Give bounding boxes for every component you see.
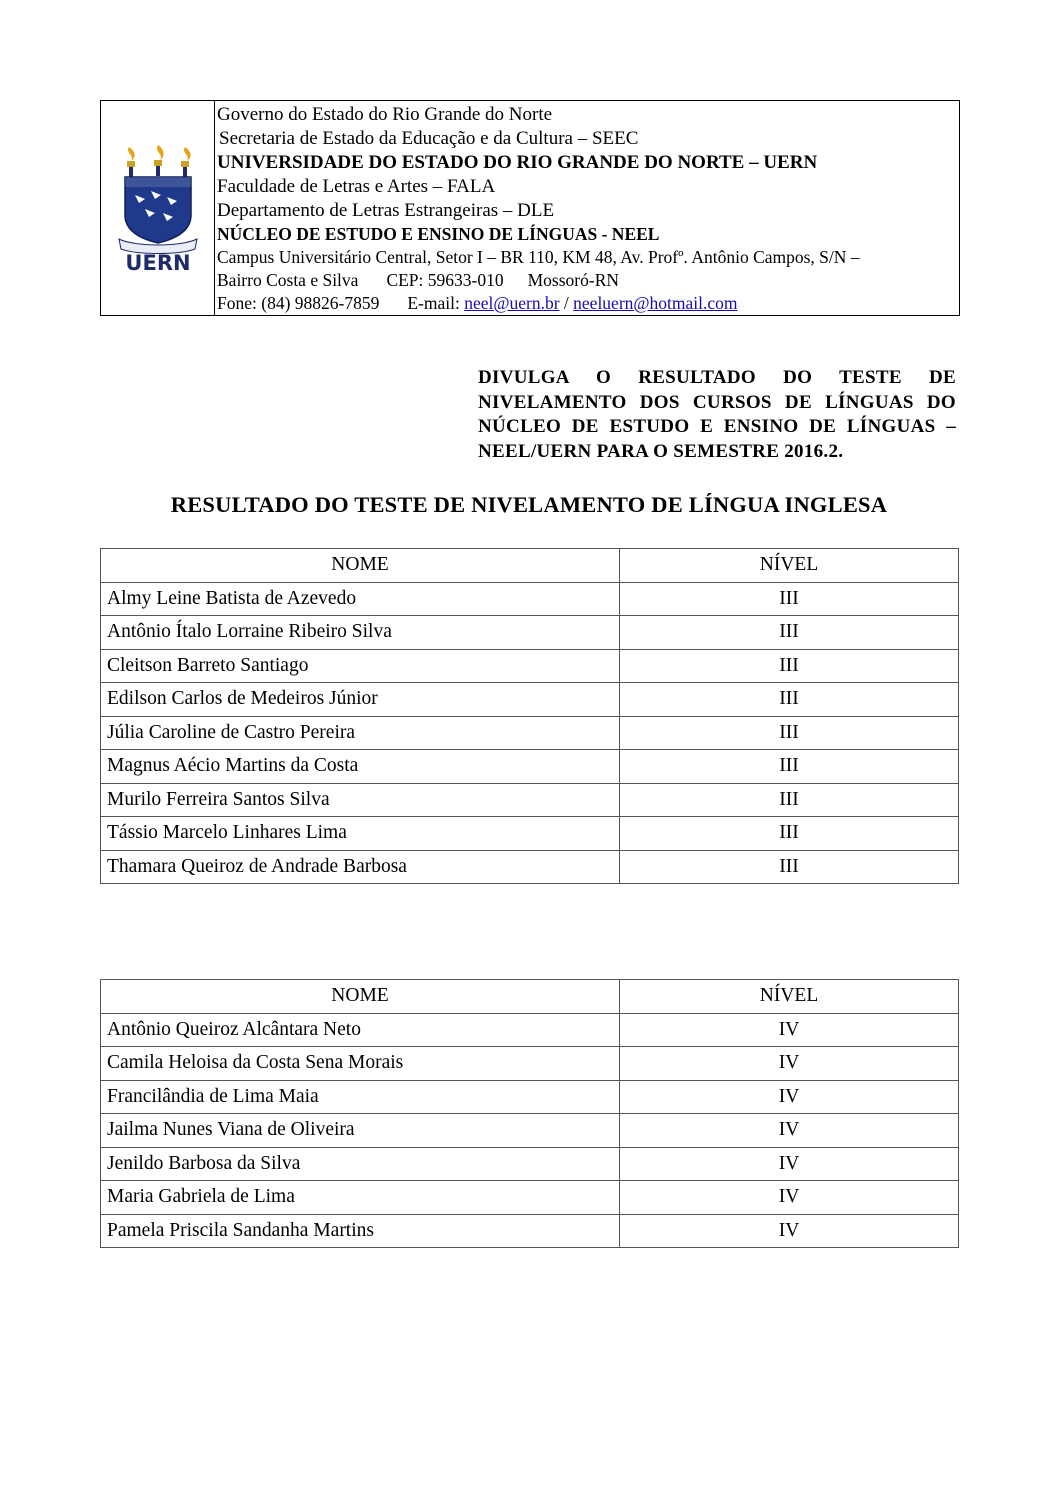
student-level: III: [620, 716, 959, 750]
student-name: Edilson Carlos de Medeiros Júnior: [101, 683, 620, 717]
table-row: [101, 783, 959, 817]
student-name: Magnus Aécio Martins da Costa: [101, 750, 620, 784]
student-level: III: [620, 783, 959, 817]
student-name: Antônio Queiroz Alcântara Neto: [101, 1013, 620, 1047]
student-level: IV: [620, 1080, 959, 1114]
student-name: Camila Heloisa da Costa Sena Morais: [101, 1047, 620, 1081]
table-row: [101, 817, 959, 851]
student-name: Pamela Priscila Sandanha Martins: [101, 1214, 620, 1248]
shield-icon: [125, 177, 191, 243]
student-level: IV: [620, 1047, 959, 1081]
table-row: [101, 850, 959, 884]
table-row: [101, 649, 959, 683]
column-header-level: NÍVEL: [620, 549, 959, 583]
student-level: III: [620, 683, 959, 717]
column-header-name: NOME: [101, 980, 620, 1014]
torch-icon: [127, 147, 135, 177]
table-row: [101, 1080, 959, 1114]
student-name: Jenildo Barbosa da Silva: [101, 1147, 620, 1181]
student-level: III: [620, 750, 959, 784]
student-name: Antônio Ítalo Lorraine Ribeiro Silva: [101, 616, 620, 650]
email-link-hotmail[interactable]: neeluern@hotmail.com: [573, 293, 738, 313]
results-table-level-3: [100, 548, 959, 884]
student-name: Almy Leine Batista de Azevedo: [101, 582, 620, 616]
postal-code: CEP: 59633-010: [386, 270, 504, 290]
results-table-level-4: [100, 979, 959, 1248]
student-level: IV: [620, 1181, 959, 1215]
phone: Fone: (84) 98826-7859: [217, 293, 380, 313]
address-line-2: [217, 269, 860, 292]
student-name: Tássio Marcelo Linhares Lima: [101, 817, 620, 851]
table-header-row: [101, 549, 959, 583]
student-name: Maria Gabriela de Lima: [101, 1181, 620, 1215]
table-row: [101, 1214, 959, 1248]
university-line: UNIVERSIDADE DO ESTADO DO RIO GRANDE DO NORTE – UERN: [217, 152, 818, 173]
student-level: IV: [620, 1114, 959, 1148]
student-level: III: [620, 817, 959, 851]
table-row: [101, 1114, 959, 1148]
logo-cell: [101, 101, 215, 315]
student-level: III: [620, 616, 959, 650]
student-level: III: [620, 850, 959, 884]
student-level: IV: [620, 1013, 959, 1047]
logo-text: UERN: [124, 251, 191, 273]
letterhead: [100, 100, 960, 316]
student-name: Thamara Queiroz de Andrade Barbosa: [101, 850, 620, 884]
uern-logo: [115, 143, 201, 273]
table-row: [101, 750, 959, 784]
email-separator: /: [563, 293, 569, 313]
student-name: Francilândia de Lima Maia: [101, 1080, 620, 1114]
table-row: [101, 1047, 959, 1081]
secretariat-line: Secretaria de Estado da Educação e da Cultura – SEEC: [219, 128, 639, 149]
student-level: IV: [620, 1147, 959, 1181]
student-name: Jailma Nunes Viana de Oliveira: [101, 1114, 620, 1148]
table-row: [101, 616, 959, 650]
city: Mossoró-RN: [527, 270, 620, 290]
department-line: Departamento de Letras Estrangeiras – DLE: [217, 200, 555, 221]
email-link-neel[interactable]: neel@uern.br: [464, 293, 560, 313]
student-name: Cleitson Barreto Santiago: [101, 649, 620, 683]
torch-icon: [154, 145, 164, 176]
nucleus-line: NÚCLEO DE ESTUDO E ENSINO DE LÍNGUAS - NEEL: [217, 224, 660, 244]
table-header-row: [101, 980, 959, 1014]
announcement: DIVULGA O RESULTADO DO TESTE DE NIVELAMENTO DOS CURSOS DE LÍNGUAS DO NÚCLEO DE ESTUDO E ENSINO DE LÍNGUAS – NEEL/UERN PARA O SEMESTRE 2016.2.: [478, 367, 956, 462]
student-name: Murilo Ferreira Santos Silva: [101, 783, 620, 817]
table-row: [101, 1181, 959, 1215]
contact-line: [217, 292, 860, 315]
faculty-line: Faculdade de Letras e Artes – FALA: [217, 176, 496, 197]
table-row: [101, 582, 959, 616]
address-line: Campus Universitário Central, Setor I – BR 110, KM 48, Av. Profº. Antônio Campos, S/N –: [217, 247, 860, 267]
table-row: [101, 1147, 959, 1181]
student-level: III: [620, 649, 959, 683]
student-level: III: [620, 582, 959, 616]
student-name: Júlia Caroline de Castro Pereira: [101, 716, 620, 750]
email-label: E-mail:: [407, 293, 460, 313]
table-row: [101, 1013, 959, 1047]
table-row: [101, 716, 959, 750]
column-header-name: NOME: [101, 549, 620, 583]
letterhead-text: [215, 101, 860, 315]
neighborhood: Bairro Costa e Silva: [217, 270, 359, 290]
page-title: RESULTADO DO TESTE DE NIVELAMENTO DE LÍNGUA INGLESA: [170, 492, 888, 517]
column-header-level: NÍVEL: [620, 980, 959, 1014]
table-row: [101, 683, 959, 717]
torch-icon: [181, 147, 191, 177]
government-line: Governo do Estado do Rio Grande do Norte: [217, 104, 553, 125]
student-level: IV: [620, 1214, 959, 1248]
